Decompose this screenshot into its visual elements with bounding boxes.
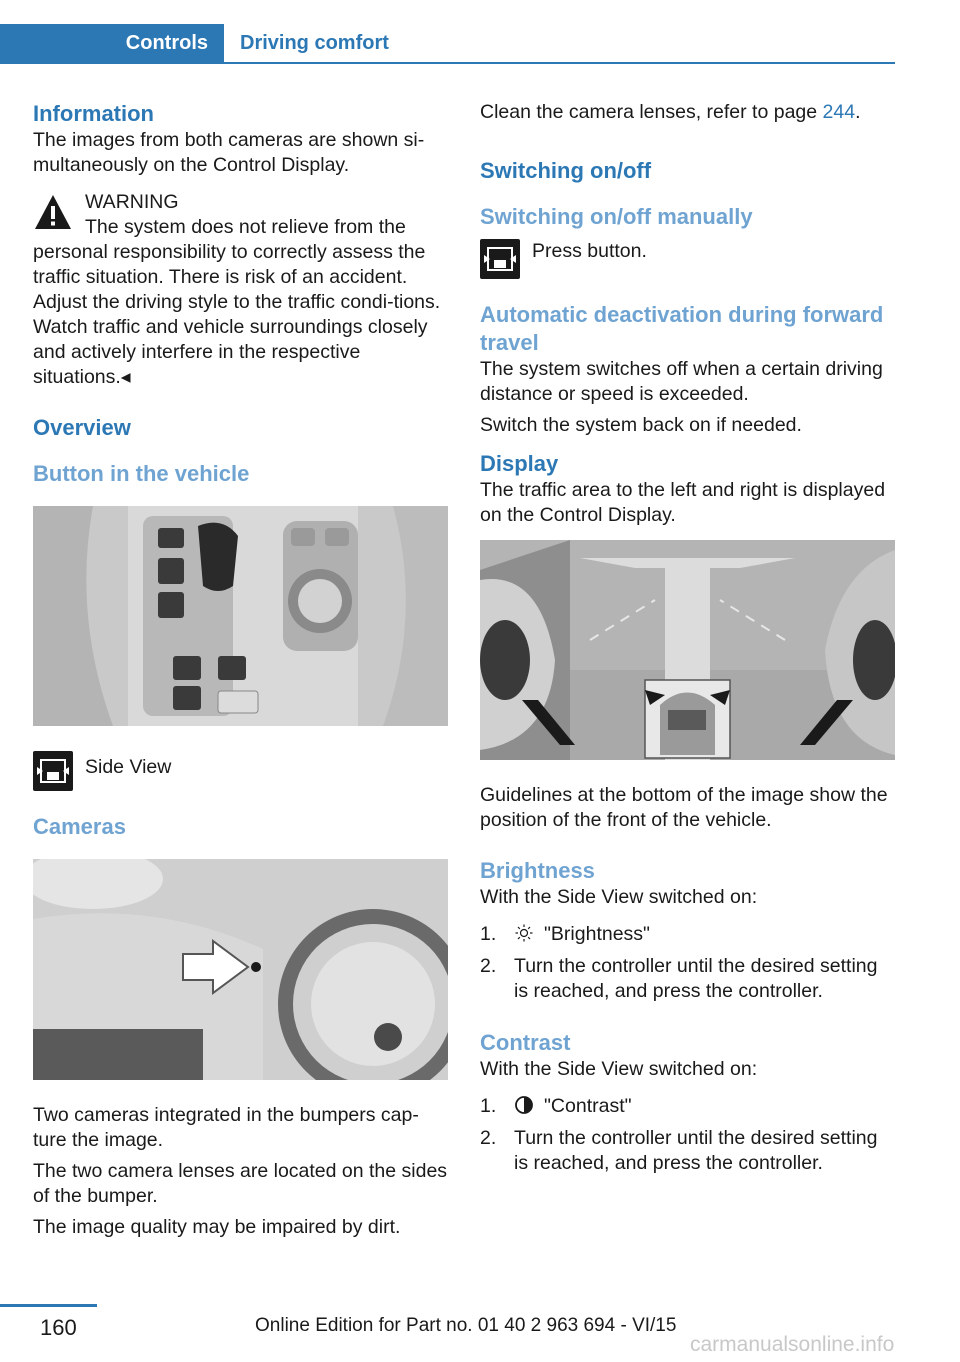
brightness-heading: Brightness (480, 858, 595, 883)
clean-lenses-text: Clean the camera lenses, refer to page 244. (480, 101, 861, 123)
overview-heading: Overview (33, 415, 131, 440)
press-button-text: Press button. (532, 240, 647, 262)
auto-deactivation-text-2: Switch the system back on if needed. (480, 414, 802, 436)
warning-triangle-icon (33, 192, 73, 232)
guidelines-text: Guidelines at the bottom of the image show the position of the front of the vehicle. (480, 784, 888, 831)
display-text: The traffic area to the left and right is displayed on the Control Display. (480, 479, 886, 526)
page-number: 160 (40, 1315, 77, 1340)
watermark: carmanualsonline.info (690, 1333, 895, 1356)
list-item: 2. Turn the controller until the desired setting is reached, and press the controller. (480, 1127, 878, 1174)
brightness-intro: With the Side View switched on: (480, 886, 758, 908)
auto-deactivation-heading: Automatic deactivation during forward travel (480, 302, 884, 355)
contrast-icon (514, 1095, 534, 1115)
cameras-heading: Cameras (33, 814, 126, 839)
center-console-button-image (33, 506, 448, 726)
contrast-intro: With the Side View switched on: (480, 1058, 758, 1080)
list-item: 1. "Brightness" (480, 923, 650, 945)
information-heading: Information (33, 101, 154, 126)
button-in-vehicle-heading: Button in the vehicle (33, 461, 250, 486)
left-column (33, 100, 448, 1246)
brightness-steps (480, 922, 895, 1004)
list-item: 2. Turn the controller until the desired setting is reached, and press the controller. (480, 955, 878, 1002)
section-tab-driving-comfort[interactable]: Driving comfort (240, 31, 389, 54)
cameras-text-3: The image quality may be impaired by dirt. (33, 1216, 401, 1238)
list-item: 1. "Contrast" (480, 1095, 632, 1117)
information-text: The images from both cameras are shown si-multaneously on the Control Display. (33, 129, 425, 176)
right-column (480, 100, 895, 1183)
contrast-steps (480, 1094, 895, 1176)
page-header (0, 24, 895, 64)
brightness-sun-icon (514, 924, 534, 942)
switching-manual-heading: Switching on/off manually (480, 204, 753, 229)
warning-text: The system does not relieve from the personal responsibility to correctly assess the traffic situation. There is risk of an accident. Adjust the driving style to the traffic condi-tions. Watch traffic and vehicle surroundings closely and actively interfere in the respective situations.◂ (33, 216, 441, 388)
page-reference-link[interactable]: 244 (822, 101, 856, 123)
section-tab-controls[interactable]: Controls (0, 24, 224, 62)
cameras-text-1: Two cameras integrated in the bumpers cap-ture the image. (33, 1104, 419, 1151)
display-heading: Display (480, 451, 559, 476)
warning-title: WARNING (85, 191, 179, 213)
warning-block (33, 190, 448, 390)
auto-deactivation-text-1: The system switches off when a certain driving distance or speed is exceeded. (480, 358, 883, 405)
contrast-heading: Contrast (480, 1030, 571, 1055)
side-view-display-image (480, 540, 895, 760)
press-button-row (480, 237, 895, 283)
cameras-text-2: The two camera lenses are located on the sides of the bumper. (33, 1160, 448, 1207)
bumper-camera-image (33, 859, 448, 1080)
edition-text: Online Edition for Part no. 01 40 2 963 694 - VI/15 (255, 1315, 677, 1336)
side-view-button-row (33, 749, 448, 795)
side-view-button-icon (33, 751, 73, 791)
side-view-label: Side View (85, 756, 172, 778)
side-view-button-icon (480, 239, 520, 279)
switching-heading: Switching on/off (480, 158, 652, 183)
footer-rule (0, 1304, 97, 1307)
